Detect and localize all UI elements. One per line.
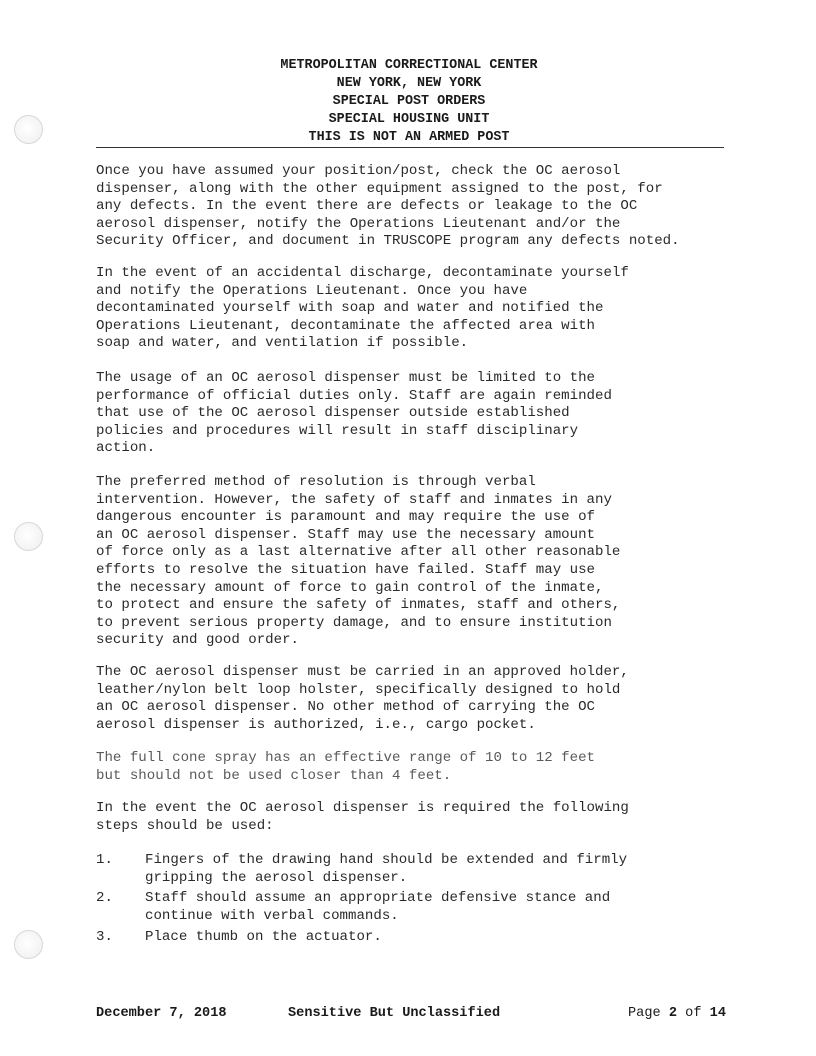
paragraph-resolution-method: The preferred method of resolution is through verbal intervention. However, the safety of staff and inmates in any dangerous encounter is paramount and may require the use of an OC aerosol dispenser. Staff may use the necessary amount of force only as a last alternative after all other reasonable efforts to resolve the situation have failed. Staff may use the necessary amount of force to gain control of the inmate, to protect and ensure the safety of inmates, staff and others, to prevent serious property damage, and to ensure institution security and good order. <box>96 474 621 649</box>
footer-classification: Sensitive But Unclassified <box>288 1006 501 1021</box>
paragraph-usage-limits: The usage of an OC aerosol dispenser must be limited to the performance of official duties only. Staff are again reminded that use of the OC aerosol dispenser outside established policies and procedures will result in staff disciplinary action. <box>96 370 612 457</box>
binder-hole-bottom <box>14 930 43 959</box>
list-item-text: Fingers of the drawing hand should be extended and firmly gripping the aerosol dispenser. <box>145 852 628 886</box>
footer-date: December 7, 2018 <box>96 1006 227 1021</box>
binder-hole-top <box>14 115 43 144</box>
page-footer <box>96 1006 726 1026</box>
list-item-number: 2. <box>96 890 113 906</box>
binder-hole-middle <box>14 522 43 551</box>
list-item-text: Place thumb on the actuator. <box>145 929 382 945</box>
header-doc-type: SPECIAL POST ORDERS <box>332 94 486 109</box>
header-divider <box>96 147 724 148</box>
document-header <box>96 57 722 147</box>
header-institution: METROPOLITAN CORRECTIONAL CENTER <box>280 58 538 73</box>
footer-page-number: Page 2 of 14 <box>628 1006 726 1021</box>
paragraph-accidental-discharge: In the event of an accidental discharge, decontaminate yourself and notify the Operations Lieutenant. Once you have decontaminated yourself with soap and water and notified the Operations Lieutenant, decontaminate the affected area with soap and water, and ventilation if possible. <box>96 265 629 352</box>
paragraph-spray-range: The full cone spray has an effective range of 10 to 12 feet but should not be used closer than 4 feet. <box>96 750 595 784</box>
header-post-status: THIS IS NOT AN ARMED POST <box>308 130 510 145</box>
list-item-number: 3. <box>96 929 113 945</box>
list-item-text: Staff should assume an appropriate defensive stance and continue with verbal commands. <box>145 890 611 924</box>
header-unit: SPECIAL HOUSING UNIT <box>328 112 490 127</box>
header-location: NEW YORK, NEW YORK <box>336 76 482 91</box>
list-item-number: 1. <box>96 852 113 868</box>
paragraph-steps-intro: In the event the OC aerosol dispenser is required the following steps should be used: <box>96 800 629 834</box>
paragraph-holder-requirements: The OC aerosol dispenser must be carried in an approved holder, leather/nylon belt loop holster, specifically designed to hold an OC aerosol dispenser. No other method of carrying the OC aerosol dispenser is authorized, i.e., cargo pocket. <box>96 664 629 733</box>
paragraph-equipment-check: Once you have assumed your position/post, check the OC aerosol dispenser, along with the other equipment assigned to the post, for any defects. In the event there are defects or leakage to the OC aerosol dispenser, notify the Operations Lieutenant and/or the Security Officer, and document in TRUSCOPE program any defects noted. <box>96 163 680 250</box>
